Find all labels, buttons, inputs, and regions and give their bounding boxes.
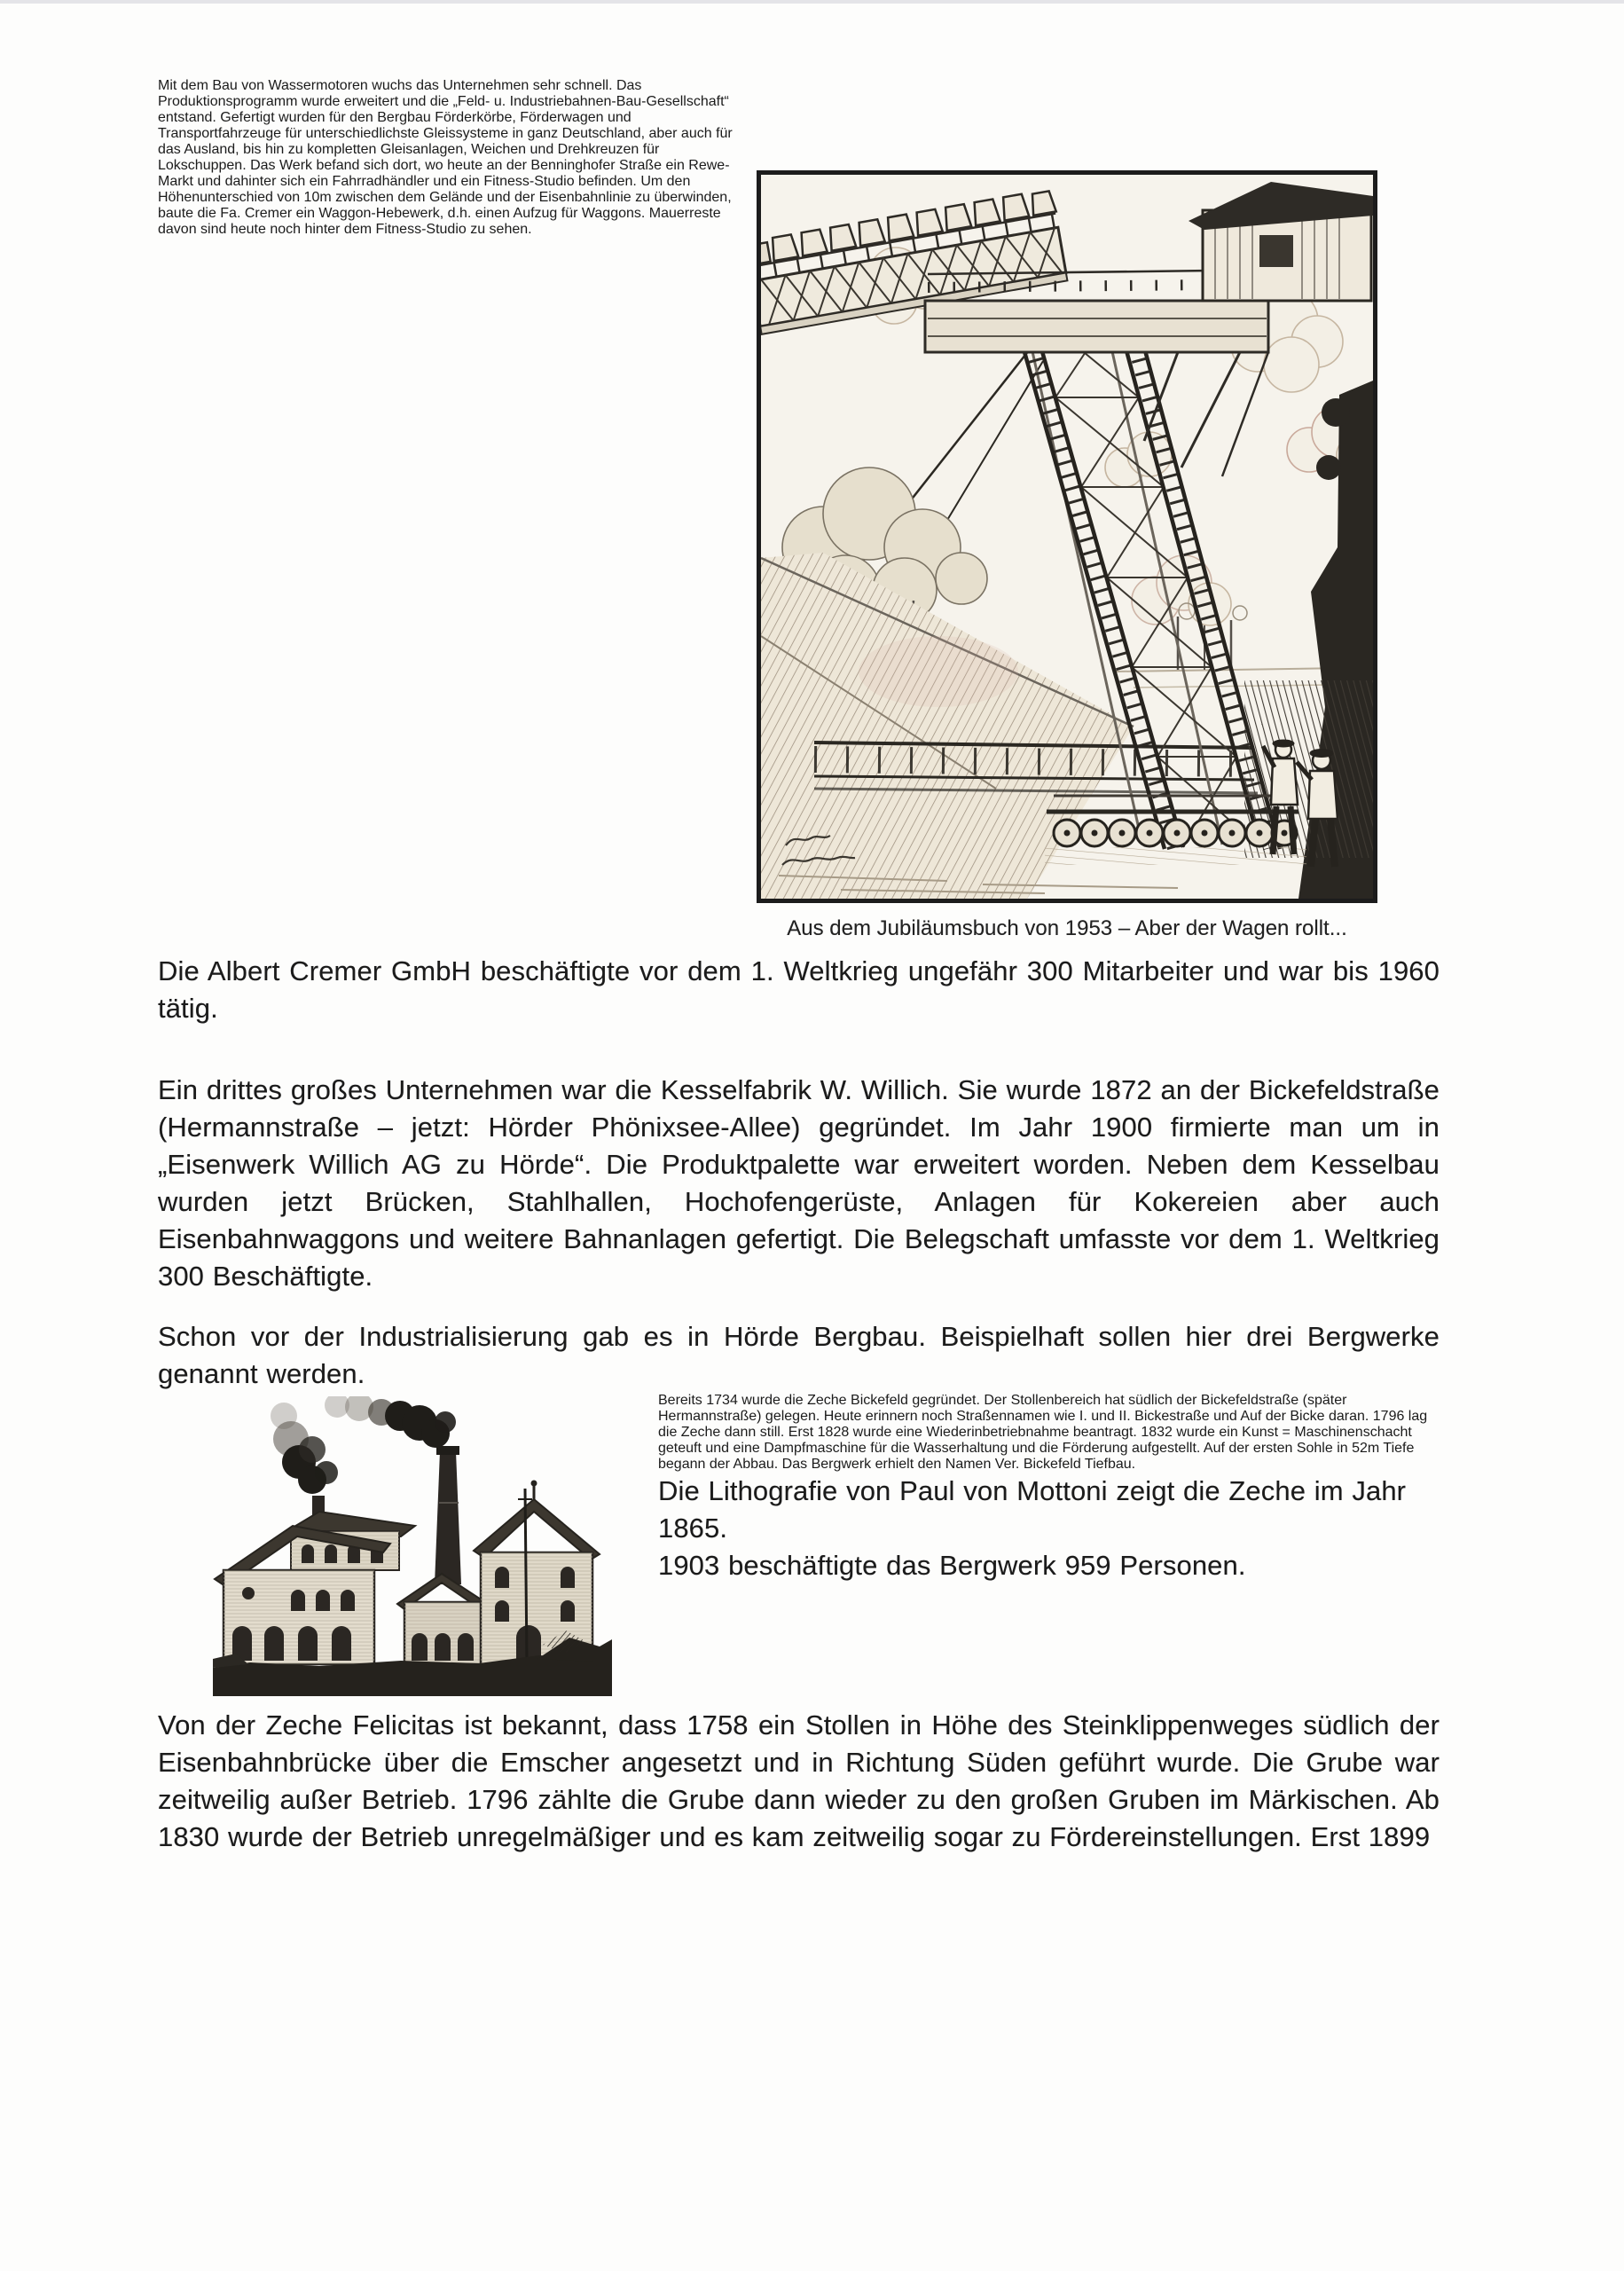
- center-building: [397, 1574, 488, 1664]
- paragraph-albert-cremer: Die Albert Cremer GmbH beschäftigte vor dem 1. Weltkrieg ungefähr 300 Mitarbeiter und war bis 1960 tätig.: [158, 955, 1440, 1024]
- paragraph-text: Mit dem Bau von Wassermotoren wuchs das Unternehmen sehr schnell. Das Produktionsprogramm wurde erweitert und die „Feld- u. Industriebahnen-Bau-Gesellschaft“ entstand. Gefertigt wurden für den Bergbau Förderkörbe, Förderwagen und Transportfahrzeuge für unterschiedlichste Gleissysteme in ganz Deutschland, aber auch für das Ausland, bis hin zu kompletten Gleisanlagen, Weichen und Drehkreuzen für Lokschuppen. Das Werk befand sich dort, wo heute an der Benninghofer Straße ein Rewe-Markt und dahinter sich ein Fahrradhändler und ein Fitness-Studio befinden. Um den Höhenunterschied von 10m zwischen dem Gelände und der Eisenbahnlinie zu überwinden, baute die Fa. Cremer ein Waggon-Hebewerk, d.h. einen Aufzug für Waggons. Mauerreste davon sind heute noch hinter dem Fitness-Studio zu sehen.: [158, 78, 733, 237]
- colliery-lithograph-illustration: [213, 1396, 612, 1698]
- tall-chimney-smoke: [325, 1396, 456, 1448]
- paragraph-bergbau-intro: Schon vor der Industrialisierung gab es in Hörde Bergbau. Beispielhaft sollen hier drei Bergwerke genannt werden.: [158, 1321, 1440, 1389]
- tall-chimney: [435, 1446, 461, 1584]
- paragraph-willich: Ein drittes großes Unternehmen war die Kesselfabrik W. Willich. Sie wurde 1872 an der Bickefeldstraße (Hermannstraße – jetzt: Hörder Phönixsee-Allee) gegründet. Im Jahr 1900 firmierte man um in „Eisenwerk Willich AG zu Hörde“. Die Produktpalette war erweitert worden. Neben dem Kesselbau wurden jetzt Brücken, Stahlhallen, Hochofengerüste, Anlagen für Kokereien aber auch Eisenbahnwaggons und weitere Bahnanlagen gefertigt. Die Belegschaft umfasste vor dem 1. Weltkrieg 300 Beschäftigte.: [158, 1074, 1440, 1292]
- right-building: [474, 1481, 600, 1665]
- figure-caption: Aus dem Jubiläumsbuch von 1953 – Aber der Wagen rollt...: [787, 916, 1347, 940]
- waggon-hoist-illustration: [761, 175, 1373, 899]
- figure-waggon-hoist: [757, 170, 1377, 942]
- paragraph-lithografie: Die Lithografie von Paul von Mottoni zeigt die Zeche im Jahr 1865.: [658, 1475, 1407, 1544]
- waggon-hoist-drawing-frame: [757, 170, 1377, 903]
- left-chimney-smoke: [271, 1403, 338, 1494]
- paragraph-1903: 1903 beschäftigte das Bergwerk 959 Personen.: [658, 1550, 1246, 1581]
- scan-edge: [0, 0, 1624, 4]
- figure-zeche-lithografie: [213, 1396, 612, 1698]
- paragraph-text: Bereits 1734 wurde die Zeche Bickefeld gegründet. Der Stollenbereich hat südlich der Bickefeldstraße (später Hermannstraße) gelegen. Heute erinnern noch Straßennamen wie I. und II. Bickestraße und Auf der Bicke daran. 1796 lag die Zeche dann still. Erst 1828 wurde eine Wiederinbetriebnahme beantragt. 1832 wurde ein Kunst = Maschinenschacht geteuft und eine Dampfmaschine für die Wasserhaltung und die Förderung aufgestellt. Auf der ersten Sohle in 52m Tiefe begann der Abbau. Das Bergwerk erhielt den Namen Ver. Bickefeld Tiefbau.: [658, 1393, 1428, 1472]
- paragraph-felicitas: Von der Zeche Felicitas ist bekannt, dass 1758 ein Stollen in Höhe des Steinklippenweges südlich der Eisenbahnbrücke über die Emscher angesetzt und in Richtung Süden geführt wurde. Die Grube war zeitweilig außer Betrieb. 1796 zählte die Grube dann wieder zu den großen Gruben im Märkischen. Ab 1830 wurde der Betrieb unregelmäßiger und es kam zeitweilig sogar zu Fördereinstellungen. Erst 1899: [158, 1709, 1440, 1852]
- page-content: [158, 78, 1440, 1856]
